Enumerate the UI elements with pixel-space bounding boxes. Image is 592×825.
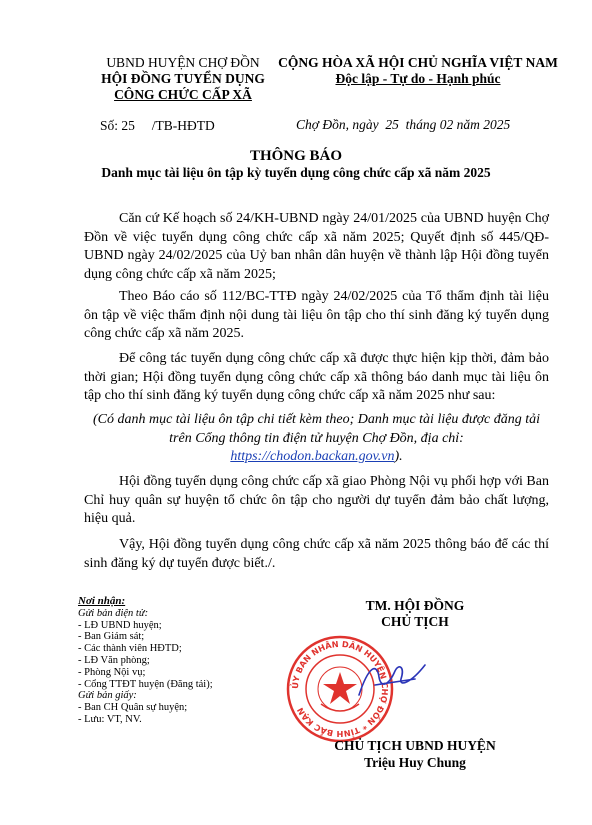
recipient-item: - Lưu: VT, NV. (78, 713, 142, 725)
recipient-item: - Các thành viên HĐTD; (78, 643, 182, 655)
document-title: THÔNG BÁO (249, 148, 343, 164)
signature-line-2: CHỦ TỊCH (381, 614, 449, 629)
document-number: Số: 25 /TB-HĐTD (100, 118, 215, 133)
recipients-label: Nơi nhận: (78, 595, 126, 607)
paragraph-closing: Vậy, Hội đồng tuyển dụng công chức cấp xã năm 2025 thông báo để các thí sinh đăng ký dự tuyển được biết./. (84, 537, 549, 571)
recipient-item: - LĐ UBND huyện; (78, 619, 162, 631)
paragraph-assignment: Hội đồng tuyển dụng công chức cấp xã giao Phòng Nội vụ phối hợp với Ban Chỉ huy quân sự huyện tổ chức ôn tập cho người dự tuyển đảm bảo chất lượng, hiệu quả. (84, 474, 549, 526)
org-line-1: UBND HUYỆN CHỢ ĐỒN (106, 55, 260, 70)
recipient-item: - Ban CH Quân sự huyện; (78, 702, 188, 714)
signer-block (290, 737, 540, 771)
recipient-item: - LĐ Văn phòng; (78, 654, 150, 666)
org-line-3: CÔNG CHỨC CẤP XÃ (114, 87, 252, 102)
attachment-note-text: (Có danh mục tài liệu ôn tập chi tiết kèm theo; Danh mục tài liệu được đăng tải trên Cổng thông tin điện tử huyện Chợ Đồn, địa chỉ: (92, 412, 541, 446)
paragraph-attachment-note (84, 411, 549, 467)
document-subtitle: Danh mục tài liệu ôn tập kỳ tuyển dụng công chức cấp xã năm 2025 (101, 165, 491, 180)
signature-authority (330, 598, 500, 630)
nation-line-2: Độc lập - Tự do - Hạnh phúc (335, 71, 501, 86)
nation-line-1: CỘNG HÒA XÃ HỘI CHỦ NGHĨA VIỆT NAM (278, 55, 558, 70)
signature-line-1: TM. HỘI ĐỒNG (365, 598, 465, 613)
attachment-note-end: ). (394, 449, 403, 464)
handwritten-signature-icon (355, 655, 430, 705)
paper-label: Gửi bản giấy: (78, 690, 137, 702)
seal-ring-text: ỦY BAN NHÂN DÂN HUYỆN CHỢ ĐỒN * TỈNH BẮC KẠN (289, 638, 391, 740)
portal-link[interactable]: https://chodon.backan.gov.vn (230, 449, 395, 464)
signer-name: Triệu Huy Chung (364, 755, 466, 770)
electronic-label: Gửi bản điện tử: (78, 607, 149, 619)
place-date: Chợ Đồn, ngày 25 tháng 02 năm 2025 (296, 117, 511, 132)
recipient-item: - Ban Giám sát; (78, 631, 145, 643)
paragraph-announcement: Để công tác tuyển dụng công chức cấp xã được thực hiện kịp thời, đảm bảo thời gian; Hội đồng tuyển dụng công chức cấp xã thông báo danh mục tài liệu ôn tập cho thí sinh đăng ký tuyển dụng công chức cấp xã năm 2025 như sau: (84, 351, 549, 403)
signer-title: CHỦ TỊCH UBND HUYỆN (334, 738, 496, 753)
org-line-2: HỘI ĐỒNG TUYỂN DỤNG (101, 71, 265, 86)
recipients-block (78, 596, 278, 726)
national-motto (268, 55, 568, 87)
issuing-authority (78, 55, 288, 103)
recipient-item: - Cổng TTĐT huyện (Đăng tải); (78, 678, 213, 690)
paragraph-report: Theo Báo cáo số 112/BC-TTĐ ngày 24/02/2025 của Tổ thẩm định tài liệu ôn tập về việc thẩm định nội dung tài liệu ôn tập cho thí sinh đăng ký tuyển dụng công chức cấp xã năm 2025. (84, 289, 549, 341)
paragraph-legal-basis: Căn cứ Kế hoạch số 24/KH-UBND ngày 24/01/2025 của UBND huyện Chợ Đồn về việc tuyển dụng công chức cấp xã năm 2025; Quyết định số 445/QĐ-UBND ngày 24/02/2025 của Uỷ ban nhân dân huyện về thành lập Hội đồng tuyển dụng công chức cấp xã năm 2025; (84, 211, 549, 282)
recipient-item: - Phòng Nội vụ; (78, 666, 146, 678)
